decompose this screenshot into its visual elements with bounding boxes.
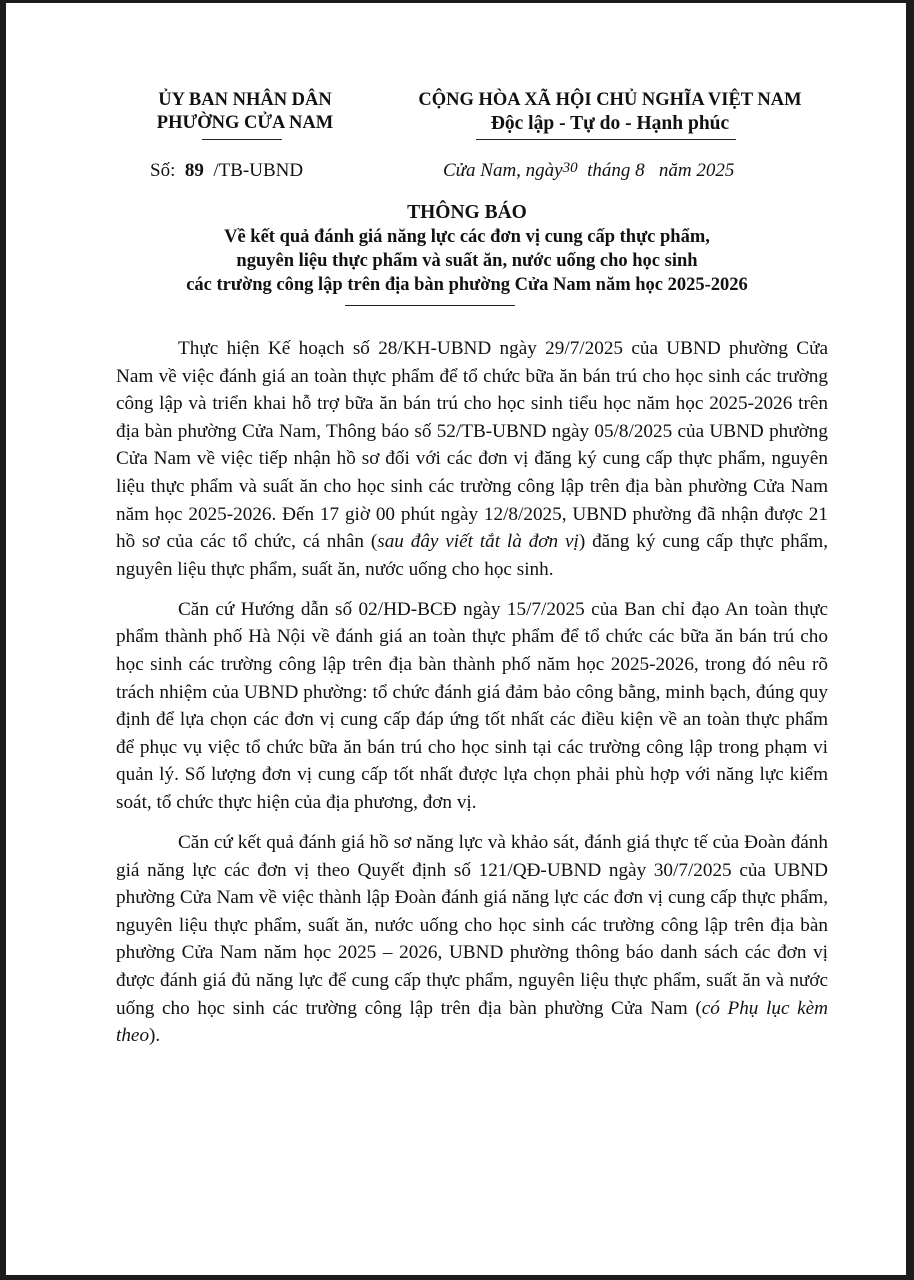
date-line	[443, 160, 734, 182]
paragraph-1-text: Thực hiện Kế hoạch số 28/KH-UBND ngày 29/7/2025 của UBND phường Cửa Nam về việc đánh giá an toàn thực phẩm để tổ chức bữa ăn bán trú cho học sinh các trường công lập và triển khai hỗ trợ bữa ăn bán trú cho học sinh tiểu học năm học 2025-2026 trên địa bàn phường Cửa Nam, Thông báo số 52/TB-UBND ngày 05/8/2025 của UBND phường Cửa Nam về việc tiếp nhận hồ sơ đối với các đơn vị đăng ký cung cấp thực phẩm, nguyên liệu thực phẩm và suất ăn cho học sinh các trường công lập trên địa bàn phường Cửa Nam năm học 2025-2026. Đến 17 giờ 00 phút ngày 12/8/2025, UBND phường đã nhận được 21 hồ sơ của các tổ chức, cá nhân (	[116, 338, 828, 553]
paragraph-1-italic: sau đây viết tắt là đơn vị	[377, 531, 579, 553]
date-place: Cửa Nam, ngày	[443, 160, 563, 181]
paragraph-1-text-end: ) đăng ký cung cấp thực phẩm, nguyên liệu thực phẩm, suất ăn, nước uống cho học sinh.	[116, 531, 828, 580]
document-number	[150, 160, 303, 182]
paragraph-3	[116, 829, 828, 1050]
doc-number-prefix: Số:	[150, 160, 176, 181]
paragraph-3-italic: có Phụ lục kèm theo	[116, 997, 828, 1047]
issuing-agency	[143, 89, 347, 135]
nation-name: CỘNG HÒA XÃ HỘI CHỦ NGHĨA VIỆT NAM	[418, 90, 802, 110]
paragraph-3-text: Căn cứ kết quả đánh giá hồ sơ năng lực và khảo sát, đánh giá thực tế của Đoàn đánh giá năng lực các đơn vị theo Quyết định số 121/QĐ-UBND ngày 30/7/2025 của UBND phường Cửa Nam về việc thành lập Đoàn đánh giá năng lực các đơn vị cung cấp thực phẩm, nguyên liệu thực phẩm, suất ăn, nước uống cho học sinh các trường công lập trên địa bàn phường Cửa Nam năm học 2025 – 2026, UBND phường thông báo danh sách các đơn vị được đánh giá đủ năng lực để cung cấp thực phẩm, nguyên liệu thực phẩm, suất ăn và nước uống cho học sinh các trường công lập trên địa bàn phường Cửa Nam (	[116, 832, 828, 1019]
date-month: 8	[635, 160, 645, 181]
title-main: THÔNG BÁO	[407, 202, 527, 223]
agency-line-2: PHƯỜNG CỬA NAM	[156, 113, 334, 133]
date-month-label: tháng	[587, 160, 631, 181]
title-subtitle-line: Về kết quả đánh giá năng lực các đơn vị cung cấp thực phẩm,	[224, 227, 710, 247]
paragraph-2: Căn cứ Hướng dẫn số 02/HD-BCĐ ngày 15/7/2025 của Ban chỉ đạo An toàn thực phẩm thành phố Hà Nội về đánh giá an toàn thực phẩm để tổ chức các bữa ăn bán trú cho học sinh các trường công lập trên địa bàn thành phố năm học 2025-2026, trong đó nêu rõ trách nhiệm của UBND phường: tổ chức đánh giá đảm bảo công bằng, minh bạch, đúng quy định để lựa chọn các đơn vị cung cấp đáp ứng tốt nhất các điều kiện về an toàn thực phẩm để phục vụ việc tổ chức bữa ăn bán trú cho học sinh tại các trường công lập trong phạm vi quản lý. Số lượng đơn vị cung cấp tốt nhất được lựa chọn phải phù hợp với năng lực kiểm soát, tổ chức thực hiện của địa phương, đơn vị.	[116, 598, 828, 813]
motto-underline	[476, 139, 736, 140]
title-underline	[345, 305, 515, 306]
date-year: 2025	[696, 160, 735, 181]
document-title	[106, 200, 828, 297]
national-motto: Độc lập - Tự do - Hạnh phúc	[490, 113, 730, 134]
title-subtitle-line: nguyên liệu thực phẩm và suất ăn, nước uống cho học sinh	[236, 251, 698, 271]
document-body	[116, 335, 828, 1062]
date-year-label: năm	[658, 160, 692, 181]
agency-line-1: ỦY BAN NHÂN DÂN	[158, 90, 332, 110]
agency-underline	[202, 139, 282, 140]
paragraph-3-text-end: ).	[149, 1025, 161, 1047]
paragraph-1	[116, 335, 828, 583]
doc-number-suffix: /TB-UBND	[213, 160, 304, 181]
document-page	[6, 3, 906, 1275]
national-header	[390, 89, 830, 135]
date-day: 30	[562, 160, 578, 176]
doc-number-value: 89	[184, 160, 204, 181]
title-subtitle-line: các trường công lập trên địa bàn phường Cửa Nam năm học 2025-2026	[186, 275, 748, 295]
